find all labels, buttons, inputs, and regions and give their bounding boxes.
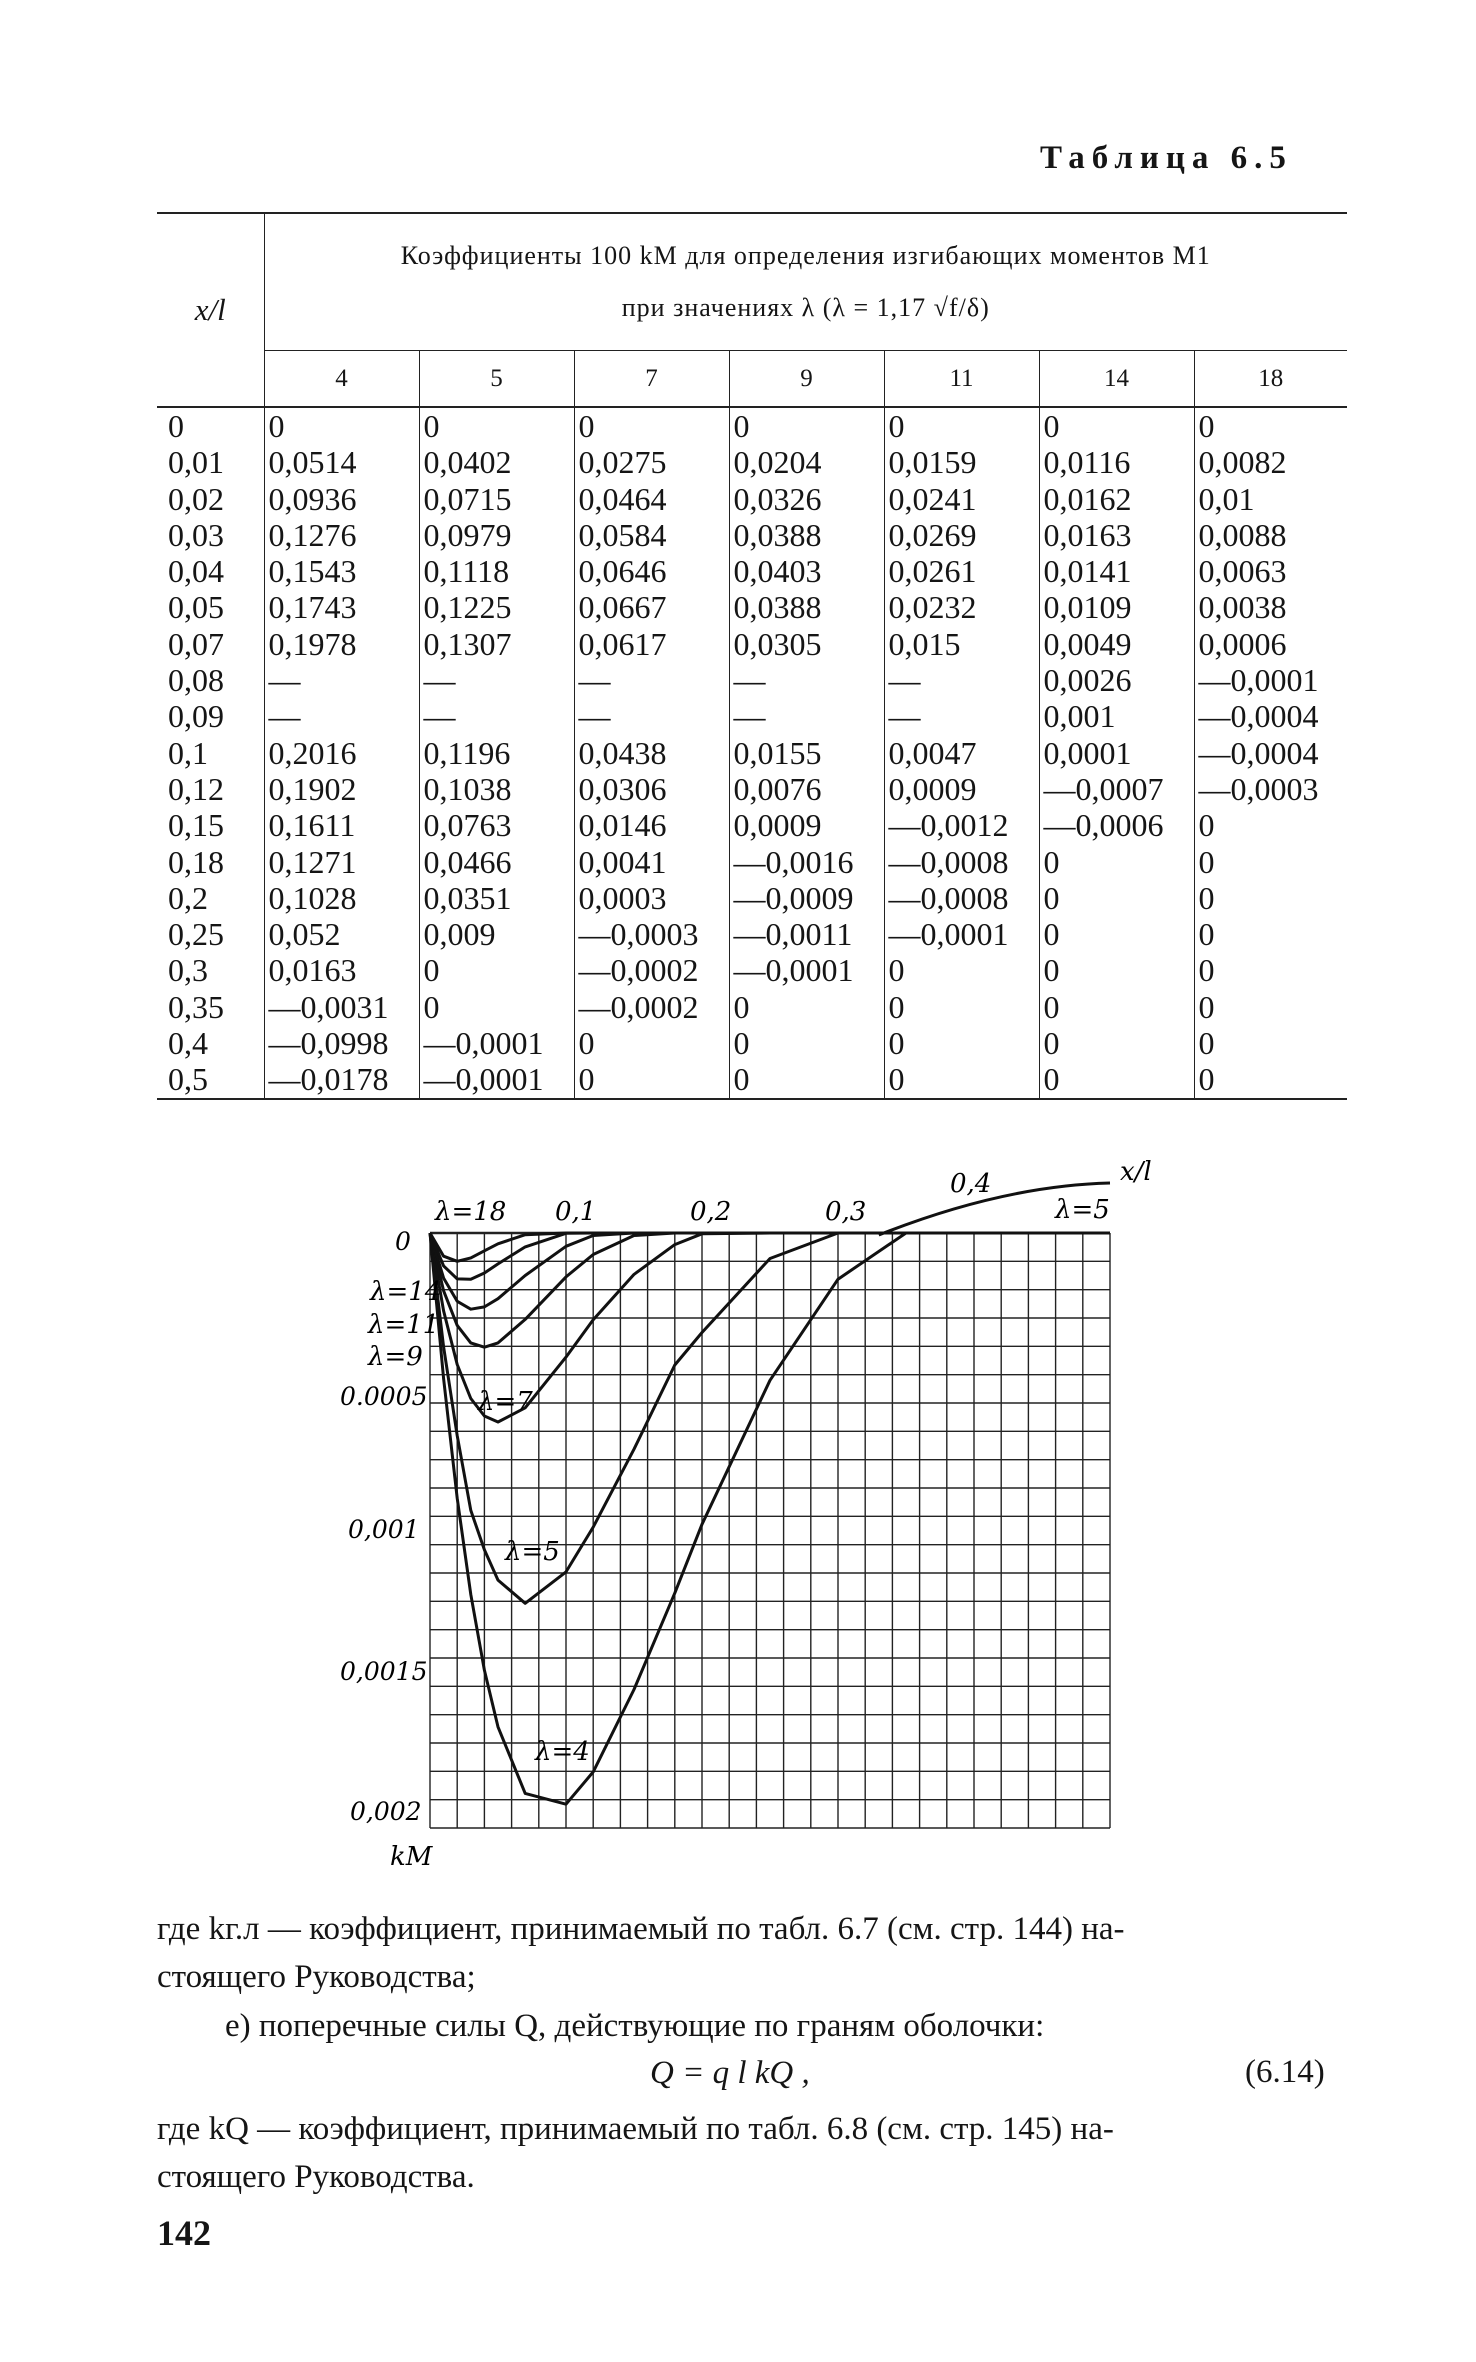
table-cell: 0 — [1198, 988, 1215, 1025]
table-cell: 0,0163 — [264, 952, 419, 988]
lambda-header: 7 — [574, 351, 729, 408]
table-cell: 0,0041 — [574, 844, 729, 880]
table-cell: — — [884, 662, 1039, 698]
lambda-header: 18 — [1194, 351, 1347, 408]
formula-6-14: Q = q l kQ , — [650, 2055, 810, 2091]
page-number: 142 — [157, 2213, 211, 2253]
x-axis-label: x/l — [1120, 1157, 1152, 1187]
table-cell: —0,0016 — [729, 844, 884, 880]
table-cell: 0 — [884, 1061, 1039, 1098]
curve-label: λ=4 — [535, 1737, 590, 1767]
formula-number: (6.14) — [1245, 2054, 1325, 2090]
table-row — [157, 444, 1347, 480]
curve-label: λ=5 — [505, 1537, 560, 1567]
km-chart — [0, 1140, 1476, 1900]
table-cell: 0 — [1198, 916, 1215, 953]
table-cell: 0,0306 — [574, 771, 729, 807]
curve-label: λ=18 — [435, 1197, 507, 1227]
chart-labels — [340, 1157, 1152, 1872]
table-cell: 0 — [1198, 408, 1215, 444]
table-cell: 0,1902 — [264, 771, 419, 807]
table-caption: Таблица 6.5 — [1040, 140, 1293, 176]
table-cell: 0,0241 — [884, 481, 1039, 517]
table-row — [157, 517, 1347, 553]
x-value-cell: 0,03 — [157, 517, 264, 553]
x-value-cell: 0,07 — [157, 626, 264, 662]
table-cell: 0 — [1198, 952, 1215, 989]
x-value-cell: 0,2 — [157, 880, 264, 916]
table-row — [157, 662, 1347, 698]
curve-label: λ=14 — [370, 1277, 442, 1307]
table-cell: 0 — [419, 952, 574, 988]
table-cell: —0,0008 — [884, 880, 1039, 916]
table-cell: 0,0667 — [574, 589, 729, 625]
x-value-cell: 0,1 — [157, 735, 264, 771]
table-cell: 0,1307 — [419, 626, 574, 662]
table-cell: 0,0038 — [1198, 589, 1287, 626]
table-cell: 0,0009 — [884, 771, 1039, 807]
table-cell: 0 — [1039, 844, 1194, 880]
table-cell: 0,0403 — [729, 553, 884, 589]
table-cell: 0,1118 — [419, 553, 574, 589]
table-cell: 0,0049 — [1039, 626, 1194, 662]
table-cell: 0,0088 — [1198, 516, 1287, 553]
table-cell: 0 — [1039, 916, 1194, 952]
table-cell: —0,0002 — [574, 989, 729, 1025]
x-value-cell: 0,02 — [157, 481, 264, 517]
table-cell: —0,0998 — [264, 1025, 419, 1061]
table-cell: 0 — [264, 407, 419, 444]
x-value-cell: 0,3 — [157, 952, 264, 988]
table-cell: 0,0155 — [729, 735, 884, 771]
header-line-2: при значениях λ (λ = 1,17 √f/δ) — [621, 293, 990, 322]
y-tick-label: 0,001 — [348, 1515, 420, 1544]
table-cell: 0,0464 — [574, 481, 729, 517]
table-cell: 0 — [574, 407, 729, 444]
table-cell: —0,0002 — [574, 952, 729, 988]
table-cell: 0,0146 — [574, 807, 729, 843]
table-cell: — — [729, 662, 884, 698]
x-value-cell: 0,25 — [157, 916, 264, 952]
table-cell: — — [264, 662, 419, 698]
table-cell: 0,1743 — [264, 589, 419, 625]
table-cell: 0,0979 — [419, 517, 574, 553]
x-position-tag: 0,2 — [690, 1197, 732, 1227]
table-cell: —0,0003 — [1198, 770, 1319, 807]
corner-header: x/l — [157, 213, 264, 407]
x-value-cell: 0,04 — [157, 553, 264, 589]
table-cell: 0,0109 — [1039, 589, 1194, 625]
table-cell: 0 — [884, 1025, 1039, 1061]
table-cell: 0,0163 — [1039, 517, 1194, 553]
y-tick-label: 0 — [395, 1227, 411, 1256]
table-cell: —0,0006 — [1039, 807, 1194, 843]
table-cell: 0 — [1198, 1025, 1215, 1062]
paragraph-3-line-1: где kQ — коэффициент, принимаемый по табл. 6.8 (см. стр. 145) на- — [157, 2111, 1114, 2147]
y-tick-label: 0,0015 — [340, 1657, 428, 1686]
table-cell: —0,0007 — [1039, 771, 1194, 807]
table-cell: 0,0082 — [1198, 444, 1287, 481]
table-cell: 0,0159 — [884, 444, 1039, 480]
y-tick-label: 0.0005 — [340, 1382, 428, 1411]
table-cell: 0,0388 — [729, 517, 884, 553]
table-cell: 0,0116 — [1039, 444, 1194, 480]
table-cell: 0,0402 — [419, 444, 574, 480]
table-cell: 0 — [884, 952, 1039, 988]
table-row — [157, 952, 1347, 988]
table-cell: 0 — [1039, 880, 1194, 916]
lambda-header: 5 — [419, 351, 574, 408]
curve-label: λ=11 — [368, 1310, 440, 1340]
table-cell: 0 — [729, 1025, 884, 1061]
table-cell: 0,0275 — [574, 444, 729, 480]
table-cell: 0 — [1198, 843, 1215, 880]
x-position-tag: 0,3 — [825, 1197, 867, 1227]
table-cell: 0,0269 — [884, 517, 1039, 553]
table-cell: —0,0011 — [729, 916, 884, 952]
x-value-cell: 0,12 — [157, 771, 264, 807]
table-cell: 0,01 — [1198, 480, 1255, 517]
table-cell: — — [419, 662, 574, 698]
y-axis-label: kM — [390, 1842, 433, 1872]
table-cell: 0 — [419, 989, 574, 1025]
table-cell: — — [419, 698, 574, 734]
table-cell: 0,0047 — [884, 735, 1039, 771]
table-cell: 0,1543 — [264, 553, 419, 589]
table-cell: 0,0388 — [729, 589, 884, 625]
table-cell: 0 — [1039, 1025, 1194, 1061]
table-cell: 0,1978 — [264, 626, 419, 662]
column-group-header — [264, 213, 1347, 351]
table-cell: —0,0001 — [884, 916, 1039, 952]
paragraph-3-line-2: стоящего Руководства. — [157, 2159, 475, 2195]
table-cell: 0 — [1194, 1061, 1347, 1098]
table-cell: 0,1038 — [419, 771, 574, 807]
x-value-cell: 0,01 — [157, 444, 264, 480]
table-row — [157, 844, 1347, 880]
table-row — [157, 916, 1347, 952]
table-cell: 0 — [1039, 1061, 1194, 1098]
table-cell: 0,1196 — [419, 735, 574, 771]
table-cell: 0,1611 — [264, 807, 419, 843]
y-tick-label: 0,002 — [350, 1797, 422, 1826]
table-cell: 0,0009 — [729, 807, 884, 843]
table-cell: 0,001 — [1039, 698, 1194, 734]
table-row — [157, 698, 1347, 734]
table-cell: —0,0031 — [264, 989, 419, 1025]
table-cell: 0,2016 — [264, 735, 419, 771]
table-row — [157, 407, 1347, 444]
text-paragraph-1 — [157, 1905, 1357, 2001]
table-cell: 0,009 — [419, 916, 574, 952]
table-cell: 0,1276 — [264, 517, 419, 553]
table-cell: —0,0178 — [264, 1061, 419, 1098]
table-cell: 0,1028 — [264, 880, 419, 916]
table-cell: 0,0326 — [729, 481, 884, 517]
table-cell: —0,0004 — [1198, 734, 1319, 771]
table-cell: —0,0001 — [1198, 662, 1319, 699]
table-cell: 0,0162 — [1039, 481, 1194, 517]
table-cell: 0 — [574, 1025, 729, 1061]
table-cell: 0 — [574, 1061, 729, 1098]
table-cell: 0,052 — [264, 916, 419, 952]
x-position-tag: 0,1 — [555, 1197, 597, 1227]
table-row — [157, 989, 1347, 1025]
coefficients-table — [157, 212, 1347, 1100]
table-cell: 0 — [1198, 807, 1215, 844]
x-value-cell: 0,35 — [157, 989, 264, 1025]
table-cell: 0,015 — [884, 626, 1039, 662]
table-row — [157, 553, 1347, 589]
table-row — [157, 481, 1347, 517]
table-row — [157, 880, 1347, 916]
table-row — [157, 807, 1347, 843]
table-cell: —0,0003 — [574, 916, 729, 952]
x-value-cell: 0,09 — [157, 698, 264, 734]
lambda-header: 14 — [1039, 351, 1194, 408]
table-cell: 0,1271 — [264, 844, 419, 880]
table-row — [157, 1025, 1347, 1061]
table-cell: 0,0646 — [574, 553, 729, 589]
header-line-1: Коэффициенты 100 kM для определения изгибающих моментов M1 — [400, 241, 1211, 270]
table-cell: 0 — [1198, 879, 1215, 916]
table-cell: 0 — [884, 989, 1039, 1025]
table-cell: 0,0763 — [419, 807, 574, 843]
table-cell: 0 — [729, 1061, 884, 1098]
table-row — [157, 1061, 1347, 1098]
curve-label: λ=9 — [368, 1342, 423, 1372]
chart-grid — [430, 1233, 1110, 1828]
curve-label: λ=7 — [478, 1387, 533, 1417]
table-cell: — — [729, 698, 884, 734]
table-cell: — — [264, 698, 419, 734]
table-cell: —0,0008 — [884, 844, 1039, 880]
table-cell: 0,0305 — [729, 626, 884, 662]
table-cell: — — [574, 662, 729, 698]
table-cell: 0,0001 — [1039, 735, 1194, 771]
table-cell: 0 — [1039, 989, 1194, 1025]
table-cell: 0,1225 — [419, 589, 574, 625]
table-cell: — — [884, 698, 1039, 734]
lambda-header: 9 — [729, 351, 884, 408]
table-cell: 0,0006 — [1198, 625, 1287, 662]
table-cell: 0,0438 — [574, 735, 729, 771]
table-row — [157, 771, 1347, 807]
lambda-header: 11 — [884, 351, 1039, 408]
lambda-header: 4 — [264, 351, 419, 408]
table-cell: 0 — [1039, 407, 1194, 444]
x-value-cell: 0,15 — [157, 807, 264, 843]
table-row — [157, 589, 1347, 625]
table-cell: 0,0466 — [419, 844, 574, 880]
table-cell: 0,0003 — [574, 880, 729, 916]
x-value-cell: 0,08 — [157, 662, 264, 698]
x-value-cell: 0,4 — [157, 1025, 264, 1061]
table-cell: 0,0584 — [574, 517, 729, 553]
table-cell: 0,0232 — [884, 589, 1039, 625]
table-cell: —0,0012 — [884, 807, 1039, 843]
text-paragraph-3 — [157, 2105, 1357, 2201]
table-cell: 0,0076 — [729, 771, 884, 807]
table-cell: 0 — [419, 407, 574, 444]
x-value-cell: 0,05 — [157, 589, 264, 625]
table-cell: 0 — [729, 989, 884, 1025]
table-cell: — — [574, 698, 729, 734]
paragraph-1-line-1: где kг.л — коэффициент, принимаемый по табл. 6.7 (см. стр. 144) на- — [157, 1911, 1125, 1947]
table-cell: 0,0514 — [264, 444, 419, 480]
table-cell: 0,0617 — [574, 626, 729, 662]
table-cell: 0,0063 — [1198, 553, 1287, 590]
chart-curves — [430, 1183, 1110, 1804]
table-cell: 0,0141 — [1039, 553, 1194, 589]
table-cell: 0 — [1039, 952, 1194, 988]
table-cell: —0,0004 — [1198, 698, 1319, 735]
table-cell: 0,0204 — [729, 444, 884, 480]
table-row — [157, 735, 1347, 771]
table-cell: 0 — [729, 407, 884, 444]
table-cell: 0,0026 — [1039, 662, 1194, 698]
table-cell: —0,0001 — [729, 952, 884, 988]
curve-label: λ=5 — [1055, 1195, 1110, 1225]
table-cell: —0,0001 — [419, 1025, 574, 1061]
paragraph-1-line-2: стоящего Руководства; — [157, 1959, 476, 1995]
x-position-tag: 0,4 — [950, 1169, 992, 1199]
text-paragraph-2: е) поперечные силы Q, действующие по граням оболочки: — [225, 2008, 1045, 2044]
table-cell: 0 — [884, 407, 1039, 444]
x-value-cell: 0,5 — [157, 1061, 264, 1098]
table-cell: 0,0261 — [884, 553, 1039, 589]
x-value-cell: 0 — [157, 407, 264, 444]
table-cell: —0,0001 — [419, 1061, 574, 1098]
x-value-cell: 0,18 — [157, 844, 264, 880]
table-cell: —0,0009 — [729, 880, 884, 916]
table-cell: 0,0351 — [419, 880, 574, 916]
table-cell: 0,0715 — [419, 481, 574, 517]
table-row — [157, 626, 1347, 662]
table-cell: 0,0936 — [264, 481, 419, 517]
